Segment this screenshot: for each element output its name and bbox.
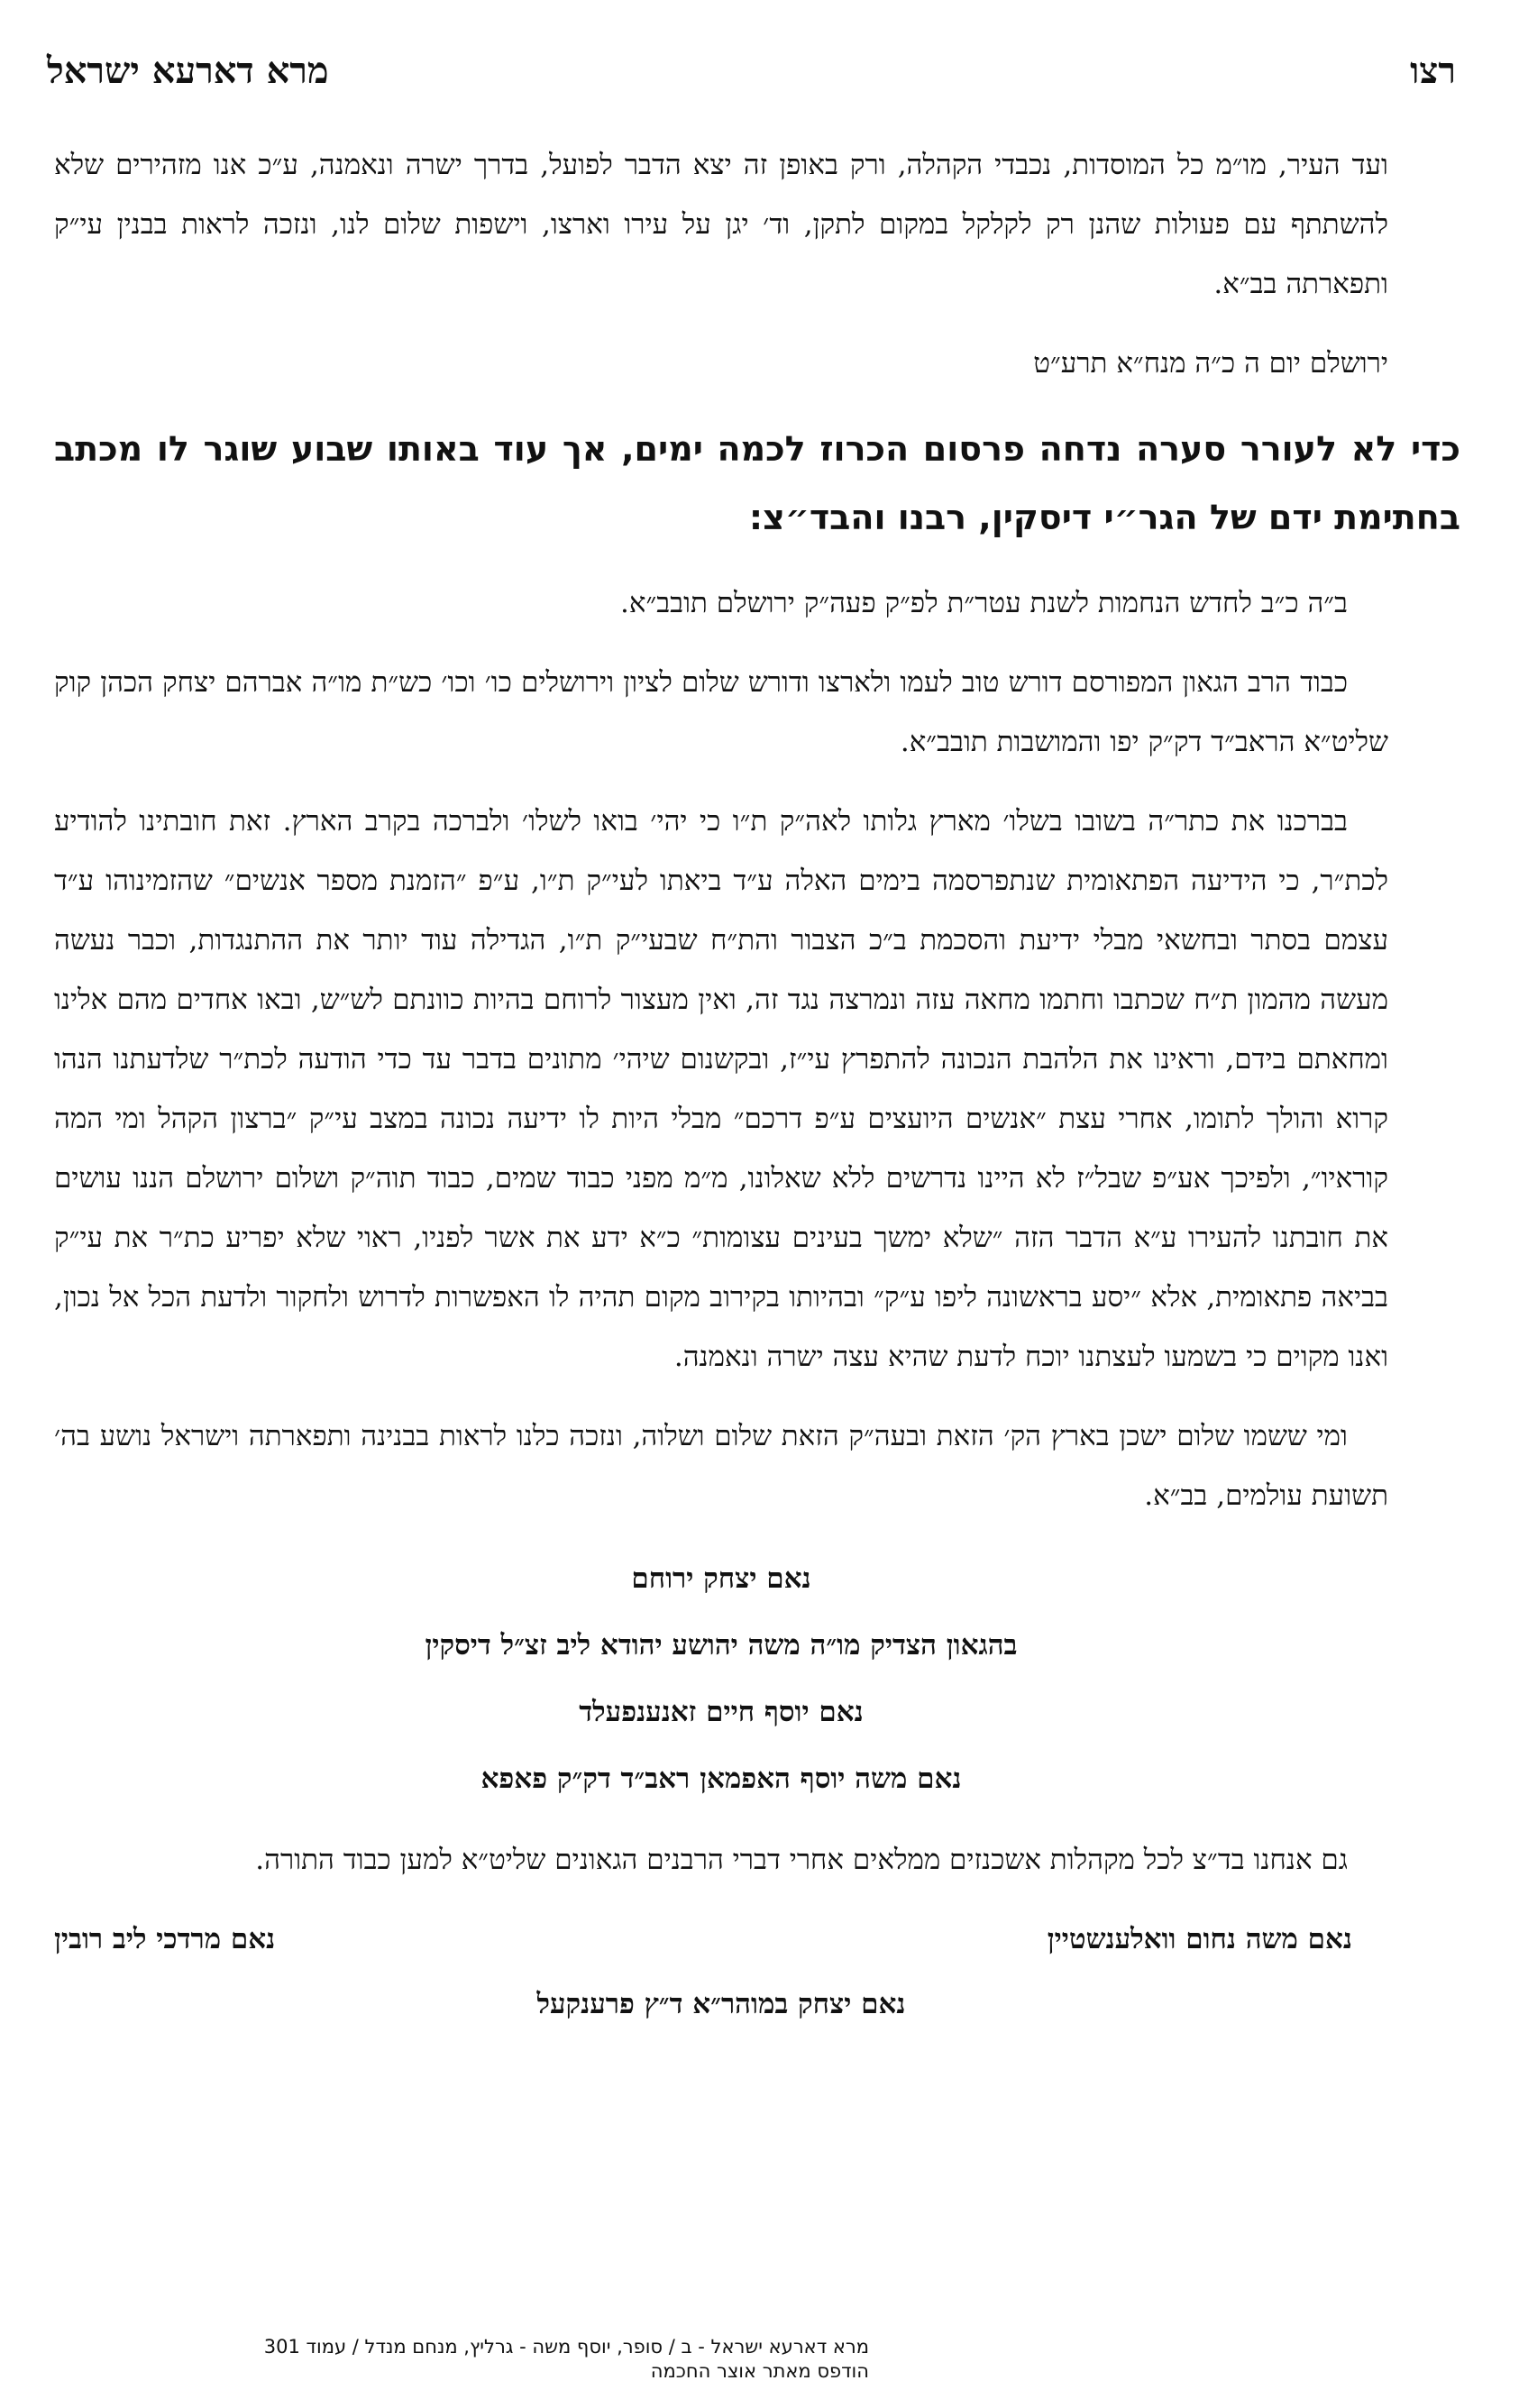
footer-printed-from: הודפס מאתר אוצר החכמה — [650, 2360, 869, 2382]
letter-date: ב״ה כ״ב לחדש הנחמות לשנת עטר״ת לפ״ק פעה״ק ירושלם תובב״א. — [619, 587, 1348, 619]
letter-main-paragraph: בברכנו את כתר״ה בשובו בשלו׳ מארץ גלותו לאה״ק ת״ו כי יהי׳ בואו לשלו׳ ולברכה בקרב הארץ. זאת חובתינו להודיע לכת״ר, כי הידיעה הפתאומית שנתפרסמה בימים האלה ע״ד ביאתו לעי״ק ת״ו, ע״פ ״הזמנת מספר אנשים״ שהזמינוהו ע״ד עצמם בסתר ובחשאי מבלי ידיעת והסכמת ב״כ הצבור והת״ח שבעי״ק ת״ו, הגדילה עוד יותר את ההתנגדות, וכבר נעשה מעשה מהמון ת״ח שכתבו וחתמו מחאה עזה ונמרצה נגד זה, ואין מעצור לרוחם בהיות כוונתם לש״ש, ובאו אחדים מהם אלינו ומחאתם בידם, וראינו את הלהבת הנכונה להתפרץ עי״ז, ובקשנום שיהי׳ מתונים בדבר עד כדי הודעה לכת״ר שלדעתנו הנהו קרוא והולך לתומו, אחרי עצת ״אנשים היועצים ע״פ דרכם״ מבלי היות לו ידיעה נכונה במצב עי״ק ״ברצון הקהל ומי המה קוראיו״, ולפיכך אע״פ שבל״ז לא היינו נדרשים ללא שאלונו, מ״מ מפני כבוד שמים, כבוד תוה״ק ושלום ירושלם הננו עושים את חובתנו להעירו ע״א הדבר הזה ״שלא ימשך בעינים עצומות״ כ״א ידע את אשר לפניו, ראוי שלא יפריע כת״ר את עי״ק בביאה פתאומית, אלא ״יסע בראשונה ליפו ע״ק״ ובהיותו בקירוב מקום תהיה לו האפשרות לדרוש ולחקור ולדעת הכל אל נכון, ואנו מקוים כי בשמעו לעצתנו יוכח לדעת שהיא עצה ישרה ונאמנה. — [54, 805, 1388, 1373]
signature-line: נאם יצחק ירוחם — [631, 1562, 811, 1595]
footer-citation: מרא דארעא ישראל - ב / סופר, יוסף משה - גרליץ, מנחם מנדל / עמוד 301 — [263, 2336, 869, 2358]
signature-line: נאם משה יוסף האפמאן ראב״ד דק״ק פאפא — [480, 1763, 962, 1795]
page-header — [47, 43, 1456, 97]
letter-closing: ומי ששמו שלום ישכן בארץ הק׳ הזאת ובעה״ק הזאת שלום ושלוה, ונזכה כלנו לראות בבנינה ותפארתה וישראל נושע בה׳ תשועת עולמים, בב״א. — [54, 1420, 1388, 1512]
signature-line: בהגאון הצדיק מו״ה משה יהושע יהודא ליב זצ״ל דיסקין — [425, 1629, 1018, 1662]
bottom-signatures — [54, 1909, 1388, 1969]
signature-block — [54, 1545, 1388, 1812]
body-text — [54, 135, 1460, 2034]
page-footer — [58, 2335, 869, 2384]
signature-line: נאם יוסף חיים זאנענפעלד — [579, 1696, 864, 1728]
section-headline: כדי לא לעורר סערה נדחה פרסום הכרוז לכמה ימים, אך עוד באותו שבוע שוגר לו מכתב בחתימת ידם של הגר״י דיסקין, רבנו והבד״צ: — [54, 429, 1460, 537]
signature-center: נאם יצחק במוהר״א ד״ץ פרענקעל — [536, 1988, 906, 2020]
date-line: ירושלם יום ה כ״ה מנח״א תרע״ט — [1033, 347, 1388, 380]
letter-salutation: כבוד הרב הגאון המפורסם דורש טוב לעמו ולארצו ודורש שלום לציון וירושלים כו׳ וכו׳ כש״ת מו״ה אברהם יצחק הכהן קוק שליט״א הראב״ד דק״ק יפו והמושבות תובב״א. — [54, 666, 1388, 758]
bdz-note: גם אנחנו בד״צ לכל מקהלות אשכנזים ממלאים אחרי דברי הרבנים הגאונים שליט״א למען כבוד התורה. — [255, 1844, 1348, 1876]
continuation-paragraph: ועד העיר, מו״מ כל המוסדות, נכבדי הקהלה, ורק באופן זה יצא הדבר לפועל, בדרך ישרה ונאמנה, ע״כ אנו מזהירים שלא להשתתף עם פעולות שהנן רק לקלקל במקום לתקן, וד׳ יגן על עירו וארצו, וישפות שלום לנו, ונזכה לראות בבנין עי״ק ותפארתה בב״א. — [54, 149, 1388, 300]
page-number: רצו — [1410, 49, 1456, 92]
running-title: מרא דארעא ישראל — [47, 49, 329, 92]
signature-right: נאם משה נחום וואלענשטיין — [1047, 1923, 1352, 1955]
signature-left: נאם מרדכי ליב רובין — [54, 1923, 276, 1955]
